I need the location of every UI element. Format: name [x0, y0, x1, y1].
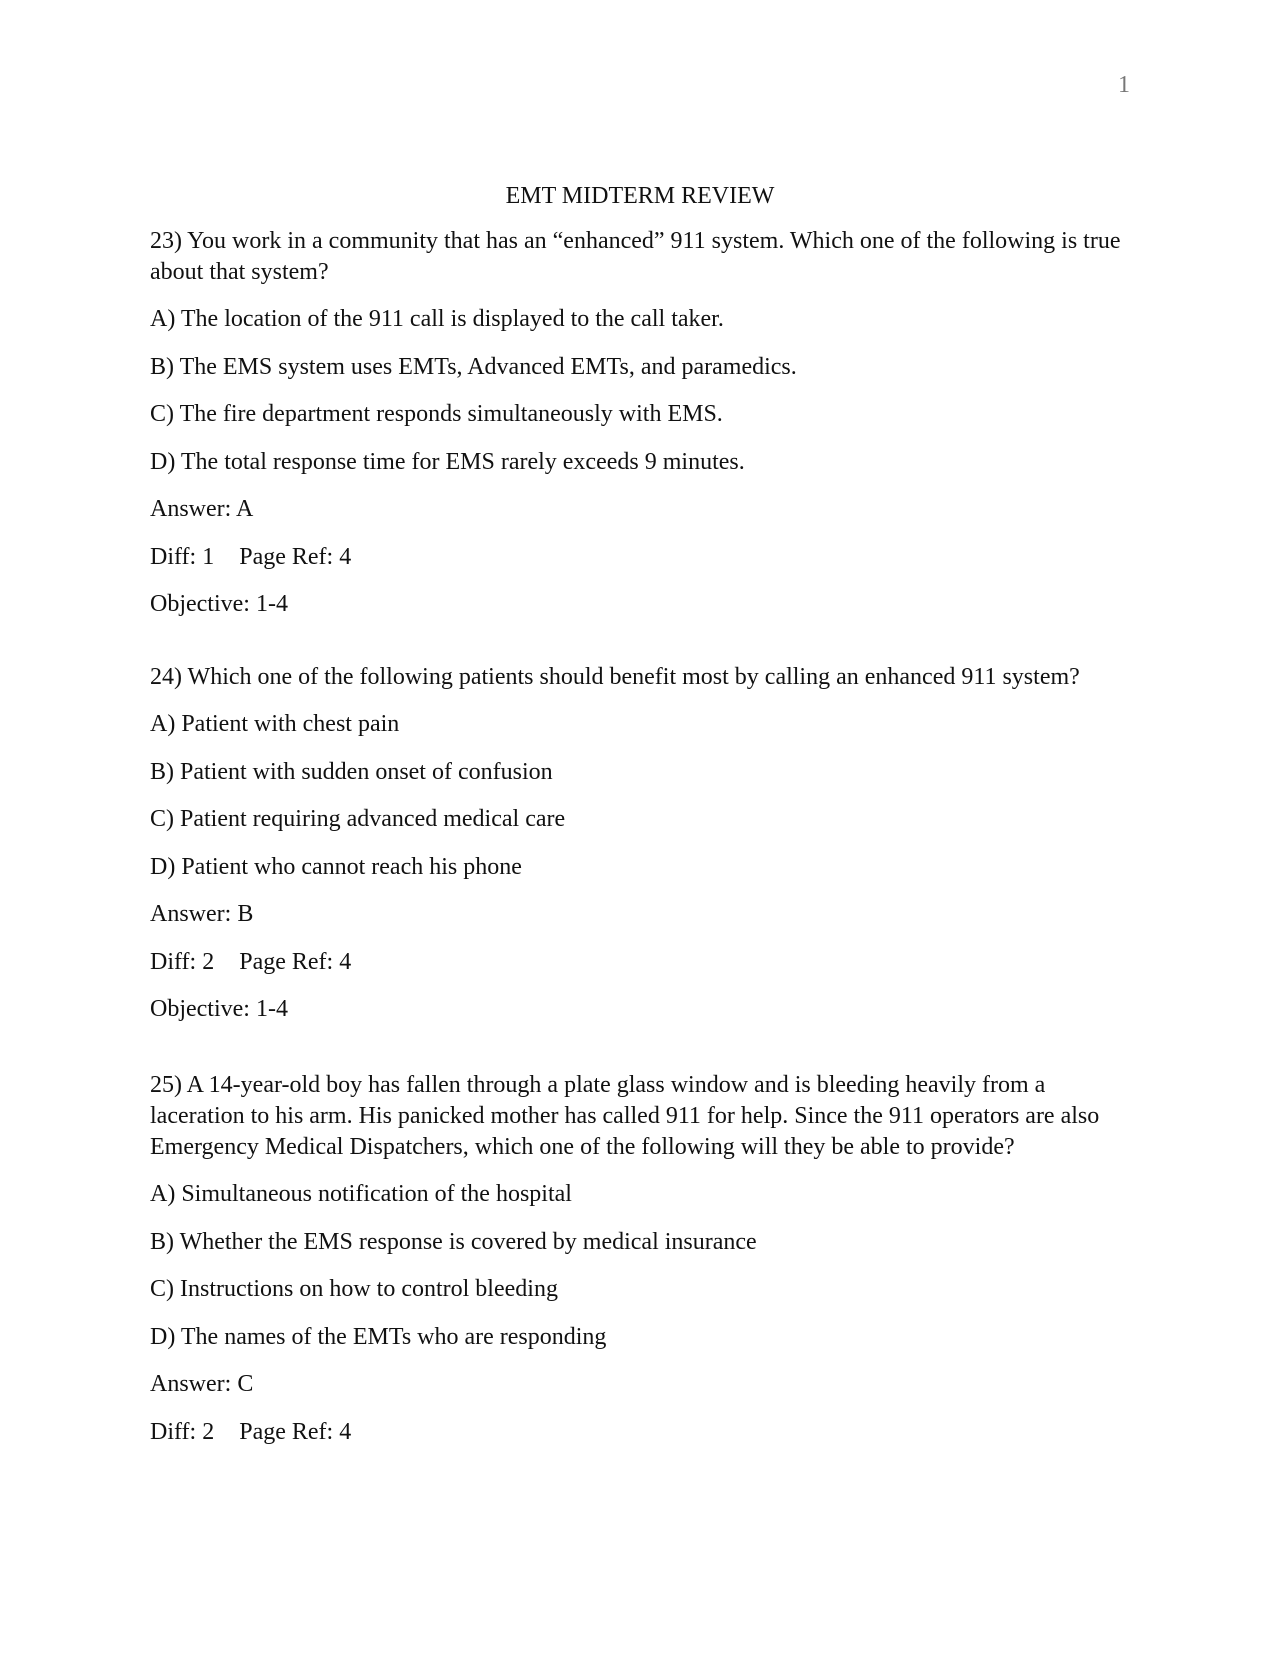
option-c: C) Patient requiring advanced medical care: [150, 806, 566, 832]
page-ref: Page Ref: 4: [239, 948, 352, 975]
diff-page-ref-line: [150, 1417, 1140, 1465]
question-24: [150, 662, 1140, 1042]
page-ref: Page Ref: 4: [239, 543, 352, 570]
question-stem: 24) Which one of the following patients should benefit most by calling an enhanced 911 system?: [150, 664, 1080, 690]
option-c: C) Instructions on how to control bleeding: [150, 1276, 558, 1302]
option-a: A) Patient with chest pain: [150, 711, 400, 737]
question-25: [150, 1070, 1140, 1464]
diff-page-ref-line: [150, 947, 1140, 995]
difficulty: Diff: 2: [150, 1418, 215, 1445]
question-stem: 25) A 14-year-old boy has fallen through a plate glass window and is bleeding heavily from a laceration to his arm. His panicked mother has called 911 for help. Since the 911 operators are also Emergency Medical Dispatchers, which one of the following will they be able to provide?: [150, 1072, 1100, 1160]
option-b: B) Whether the EMS response is covered by medical insurance: [150, 1228, 757, 1255]
difficulty: Diff: 1: [150, 543, 215, 570]
option-a: A) Simultaneous notification of the hospital: [150, 1181, 572, 1207]
option-b: B) Patient with sudden onset of confusion: [150, 758, 553, 785]
document-title: EMT MIDTERM REVIEW: [505, 183, 775, 209]
option-d: D) Patient who cannot reach his phone: [150, 853, 522, 880]
objective-line: Objective: 1-4: [150, 591, 288, 617]
option-b: B) The EMS system uses EMTs, Advanced EMTs, and paramedics.: [150, 353, 797, 380]
option-c: C) The fire department responds simultaneously with EMS.: [150, 401, 723, 427]
option-d: D) The total response time for EMS rarely exceeds 9 minutes.: [150, 448, 745, 475]
diff-page-ref-line: [150, 542, 1140, 590]
option-a: A) The location of the 911 call is displayed to the call taker.: [150, 306, 724, 332]
page-number: 1: [1118, 72, 1130, 98]
question-stem: 23) You work in a community that has an “enhanced” 911 system. Which one of the following is true about that system?: [150, 228, 1121, 285]
question-23: [150, 226, 1140, 637]
option-d: D) The names of the EMTs who are responding: [150, 1323, 607, 1350]
answer-line: Answer: C: [150, 1371, 254, 1397]
page-ref: Page Ref: 4: [239, 1418, 352, 1445]
answer-line: Answer: B: [150, 901, 254, 927]
answer-line: Answer: A: [150, 496, 254, 522]
objective-line: Objective: 1-4: [150, 996, 288, 1022]
difficulty: Diff: 2: [150, 948, 215, 975]
